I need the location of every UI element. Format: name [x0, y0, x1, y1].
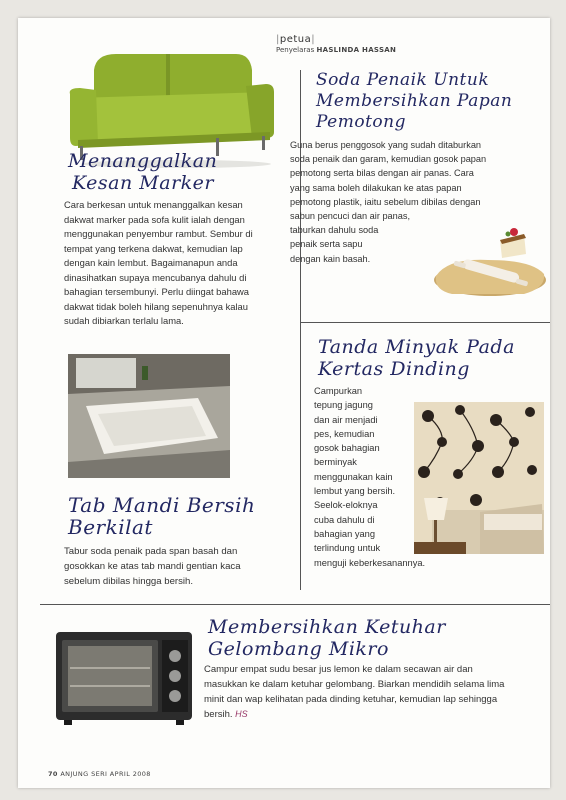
tab-title-line: Tab Mandi Bersih	[68, 493, 256, 517]
bathtub-image	[68, 354, 230, 478]
minyak-title-line: Kertas Dinding	[318, 358, 470, 380]
credit-name: HASLINDA HASSAN	[316, 46, 397, 54]
minyak-title	[318, 336, 515, 380]
body-line: sabun pencuci dan air panas,	[290, 211, 411, 222]
body-line: menggunakan kain	[314, 471, 393, 482]
body-line: dan air menjadi	[314, 414, 378, 425]
page-number: 70	[48, 770, 58, 778]
body-line: bersih.	[204, 709, 233, 720]
body-line: Campur empat sudu besar jus lemon ke dalam secawan air dan	[204, 664, 473, 675]
body-line: menggunakan penyembur rambut. Sembur di	[64, 228, 253, 239]
body-line: bahagian yang	[314, 528, 376, 539]
body-line: Tabur soda penaik pada span basah dan	[64, 546, 238, 557]
ketuhar-title-line: Gelombang Mikro	[208, 638, 389, 660]
ketuhar-title	[208, 616, 446, 660]
body-line: masukkan ke dalam ketuhar gelombang. Biarkan mendidih selama lima	[204, 679, 505, 690]
body-line: pemotong serta bilas dengan air panas. Cara	[290, 168, 474, 179]
section-divider	[40, 604, 550, 605]
body-line: terlindung untuk	[314, 543, 381, 554]
minyak-title-line: Tanda Minyak Pada	[318, 336, 515, 358]
body-line: gosokkan ke atas tab mandi gentian kaca	[64, 561, 241, 572]
soda-title	[316, 70, 512, 133]
body-line: tepung jagung	[314, 400, 373, 411]
body-line: menguji keberkesanannya.	[314, 557, 426, 568]
body-line: sebelum dibilas hingga bersih.	[64, 576, 194, 587]
body-line: Cara berkesan untuk menanggalkan kesan	[64, 199, 243, 210]
body-line: Seelok-eloknya	[314, 500, 378, 511]
body-line: dakwat marker pada sofa kulit ialah dengan	[64, 213, 245, 225]
body-line: tempat yang terkena dakwat, kemudian lap	[64, 242, 243, 254]
body-line: taburkan dahulu soda	[290, 225, 379, 236]
microwave-oven-image	[54, 628, 194, 728]
section-tag: petua	[279, 34, 312, 45]
section-divider	[300, 322, 550, 323]
marker-body	[64, 198, 296, 329]
credit-label: Penyelaras	[276, 46, 315, 54]
body-line: Guna berus penggosok yang sudah ditaburkan	[290, 140, 482, 150]
marker-title-line: Kesan Marker	[72, 172, 214, 194]
tab-title-line: Berkilat	[68, 515, 153, 539]
magazine-page	[18, 18, 550, 788]
page-footer	[48, 770, 151, 778]
body-line: gosok bahagian	[314, 443, 380, 454]
body-line: yang sama boleh dilakukan ke atas papan	[290, 182, 462, 193]
cutting-board-image	[428, 218, 548, 302]
tab-body	[64, 544, 296, 589]
soda-title-line: Soda Penaik Untuk	[316, 70, 490, 90]
section-header: |petua| Penyelaras HASLINDA HASSAN	[276, 34, 397, 54]
author-signature: HS	[235, 709, 248, 719]
body-line: soda penaik dan garam, kemudian gosok papan	[290, 154, 487, 165]
body-line: sudah dibiarkan terlalu lama.	[64, 315, 184, 326]
body-line: pemotong plastik, iaitu sebelum dibilas dengan	[290, 196, 481, 207]
body-line: dinasihatkan supaya mencubanya dahulu di	[64, 271, 247, 283]
body-line: berminyak	[314, 457, 357, 468]
body-line: cuba dahulu di	[314, 514, 375, 525]
wallpaper-image	[414, 402, 544, 554]
marker-title-line: Menanggalkan	[68, 150, 218, 172]
body-line: bahagian tersembunyi. Perlu diingat bahawa	[64, 286, 250, 297]
body-line: dengan kain basah.	[290, 253, 371, 264]
body-line: penaik serta sapu	[290, 239, 363, 250]
body-line: Campurkan	[314, 386, 363, 396]
soda-title-line: Pemotong	[316, 112, 406, 132]
body-line: lembut yang bersih.	[314, 486, 396, 497]
marker-title	[68, 150, 217, 194]
publication-name: ANJUNG SERI APRIL 2008	[60, 770, 151, 778]
body-line: pes, kemudian	[314, 428, 375, 439]
ketuhar-title-line: Membersihkan Ketuhar	[208, 616, 446, 638]
body-line: dengan kain lembut. Bagaimanapun anda	[64, 257, 238, 268]
body-line: dakwat tidak boleh hilang sepenuhnya kalau	[64, 300, 248, 312]
soda-title-line: Membersihkan Papan	[316, 91, 513, 111]
ketuhar-body	[204, 662, 544, 722]
body-line: minit dan wap kelihatan pada dinding ketuhar, kemudian lap sehingga	[204, 694, 498, 705]
tab-title	[68, 494, 255, 538]
